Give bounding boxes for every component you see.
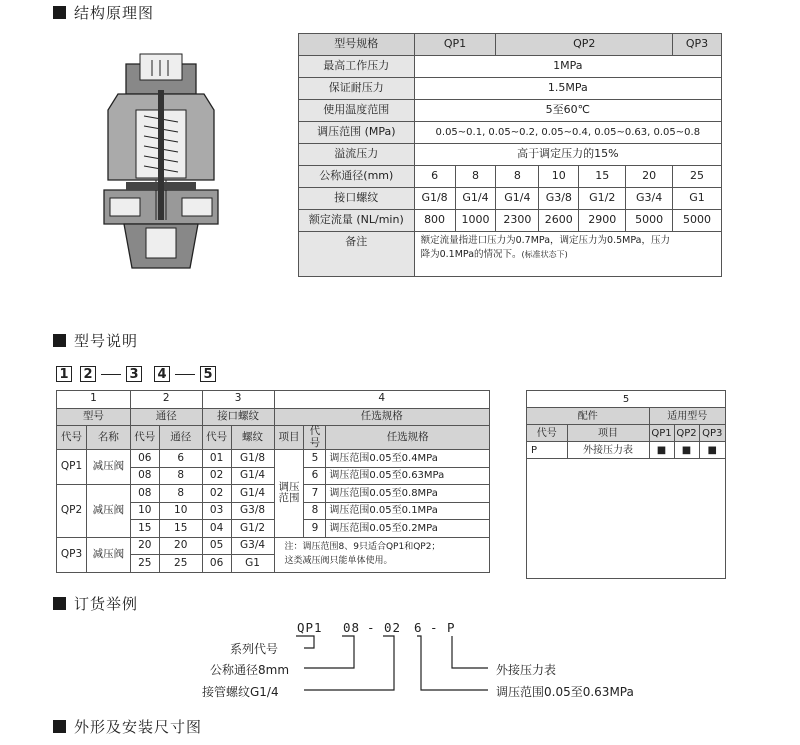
spec-header-qp3: QP3 [673, 34, 722, 56]
spec-cell: G1/2 [579, 188, 626, 210]
spec-cell: G1/4 [455, 188, 496, 210]
num-cell: 2 [130, 391, 202, 409]
spec-cell: 5000 [626, 210, 673, 232]
label-option: 调压范围0.05至0.63MPa [496, 685, 634, 699]
port-code: 04 [202, 520, 231, 538]
group-cell: 型号 [57, 408, 131, 426]
code-box-1: 1 [56, 366, 72, 382]
model-name: 减压阀 [86, 485, 130, 538]
bore-val: 10 [159, 502, 202, 520]
spec-label: 备注 [299, 232, 415, 277]
order-dash: - [367, 620, 376, 635]
group-cell: 任选规格 [274, 408, 490, 426]
label-bore: 公称通径8mm [210, 663, 290, 677]
port-val: G3/8 [231, 502, 274, 520]
spec-label: 额定流量 (NL/min) [299, 210, 415, 232]
option-code: 5 [304, 450, 326, 468]
spec-cell: 10 [539, 166, 579, 188]
model-code: QP2 [57, 485, 87, 538]
group-cell: 接口螺纹 [202, 408, 274, 426]
bore-code: 15 [130, 520, 159, 538]
port-code: 01 [202, 450, 231, 468]
col-cell: QP1 [649, 425, 674, 442]
option-val: 调压范围0.05至0.8MPa [326, 485, 490, 503]
leader-bore [304, 636, 354, 668]
spec-cell: 8 [496, 166, 539, 188]
spec-cell: G3/8 [539, 188, 579, 210]
order-acc: P [447, 620, 456, 635]
col-cell: 项目 [567, 425, 649, 442]
port-code: 06 [202, 555, 231, 573]
option-code: 6 [304, 467, 326, 485]
model-name: 减压阀 [86, 450, 130, 485]
col-cell: 代号 [130, 426, 159, 450]
spec-label: 最高工作压力 [299, 56, 415, 78]
port-val: G1 [231, 555, 274, 573]
col-cell: QP3 [699, 425, 725, 442]
label-series: 系列代号 [230, 642, 279, 656]
spec-cell: 5000 [673, 210, 722, 232]
spec-label: 公称通径(mm) [299, 166, 415, 188]
col-cell: 代号 [527, 425, 567, 442]
accessory-num: 5 [527, 391, 725, 408]
spec-cell: 2600 [539, 210, 579, 232]
spec-note-small: (标准状态下) [521, 250, 568, 260]
accessory-mark: ■ [674, 442, 699, 459]
spec-cell: 15 [579, 166, 626, 188]
leader-acc [452, 636, 488, 668]
spec-cell: G1/4 [496, 188, 539, 210]
bore-val: 20 [159, 537, 202, 555]
bore-code: 06 [130, 450, 159, 468]
order-bore: 08 [343, 620, 361, 635]
spec-cell: G1 [673, 188, 722, 210]
spec-label: 使用温度范围 [299, 100, 415, 122]
code-box-3: 3 [126, 366, 142, 382]
model-name: 减压阀 [86, 537, 130, 572]
option-item: 调压范围 [274, 450, 304, 538]
bore-val: 8 [159, 467, 202, 485]
section-title-outline [53, 716, 202, 737]
order-dash: - [430, 620, 439, 635]
spec-cell: 20 [626, 166, 673, 188]
bore-code: 25 [130, 555, 159, 573]
port-val: G1/4 [231, 467, 274, 485]
option-code: 7 [304, 485, 326, 503]
option-val: 调压范围0.05至0.1MPa [326, 502, 490, 520]
accessory-code: P [527, 442, 567, 459]
order-series: QP1 [297, 620, 323, 635]
col-cell: 任选规格 [326, 426, 490, 450]
option-val: 调压范围0.05至0.63MPa [326, 467, 490, 485]
accessory-mark: ■ [699, 442, 725, 459]
option-code: 8 [304, 502, 326, 520]
col-cell: 代号 [202, 426, 231, 450]
order-port: 02 [384, 620, 402, 635]
bore-code: 10 [130, 502, 159, 520]
spec-label: 调压范围 (MPa) [299, 122, 415, 144]
section-title-text: 结构原理图 [74, 4, 155, 22]
label-port: 接管螺纹G1/4 [202, 685, 279, 699]
port-val: G3/4 [231, 537, 274, 555]
leader-series [296, 636, 314, 648]
model-code: QP3 [57, 537, 87, 572]
spec-cell: 2900 [579, 210, 626, 232]
port-code: 02 [202, 485, 231, 503]
bore-val: 25 [159, 555, 202, 573]
spec-cell: 1000 [455, 210, 496, 232]
code-box-2: 2 [80, 366, 96, 382]
spec-header-qp1: QP1 [414, 34, 496, 56]
spec-cell: 800 [414, 210, 455, 232]
bore-val: 8 [159, 485, 202, 503]
order-option: 6 [414, 620, 423, 635]
spec-cell: G1/8 [414, 188, 455, 210]
port-val: G1/2 [231, 520, 274, 538]
bore-val: 15 [159, 520, 202, 538]
num-cell: 1 [57, 391, 131, 409]
spec-header-qp2: QP2 [496, 34, 673, 56]
bore-code: 08 [130, 485, 159, 503]
spec-label: 溢流压力 [299, 144, 415, 166]
leader-port [304, 636, 394, 690]
col-cell: 螺纹 [231, 426, 274, 450]
spec-label: 接口螺纹 [299, 188, 415, 210]
section-bullet-icon [53, 720, 66, 733]
option-val: 调压范围0.05至0.2MPa [326, 520, 490, 538]
accessory-mark: ■ [649, 442, 674, 459]
section-title-text: 外形及安装尺寸图 [74, 718, 203, 736]
port-val: G1/4 [231, 485, 274, 503]
note-line1: 注：调压范围8、9只适合QP1和QP2； [284, 542, 441, 553]
col-cell: 通径 [159, 426, 202, 450]
option-code: 9 [304, 520, 326, 538]
spec-value: 0.05~0.1, 0.05~0.2, 0.05~0.4, 0.05~0.63, 0.05~0.8 [414, 122, 721, 144]
spec-cell: G3/4 [626, 188, 673, 210]
col-cell: 代号 [304, 426, 326, 450]
bore-code: 20 [130, 537, 159, 555]
port-code: 05 [202, 537, 231, 555]
spec-cell: 2300 [496, 210, 539, 232]
col-cell: QP2 [674, 425, 699, 442]
col-cell: 项目 [274, 426, 304, 450]
section-title-text: 型号说明 [74, 332, 139, 350]
bore-code: 08 [130, 467, 159, 485]
code-box-4: 4 [154, 366, 170, 382]
option-val: 调压范围0.05至0.4MPa [326, 450, 490, 468]
port-code: 03 [202, 502, 231, 520]
spec-value: 高于调定压力的15% [414, 144, 721, 166]
spec-note-line2: 降为0.1MPa的情况下。(标准状态下) [420, 249, 568, 261]
accessory-h2: 适用型号 [649, 408, 725, 425]
spec-note-line1: 额定流量指进口压力为0.7MPa，调定压力为0.5MPa，压力 [420, 235, 670, 246]
port-val: G1/8 [231, 450, 274, 468]
spec-cell: 6 [414, 166, 455, 188]
spec-header-label: 型号规格 [299, 34, 415, 56]
model-code: QP1 [57, 450, 87, 485]
num-cell: 4 [274, 391, 490, 409]
spec-label: 保证耐压力 [299, 78, 415, 100]
col-cell: 名称 [86, 426, 130, 450]
spec-value: 1MPa [414, 56, 721, 78]
spec-value: 5至60℃ [414, 100, 721, 122]
section-title-text: 订货举例 [74, 595, 139, 613]
accessory-h1: 配件 [527, 408, 649, 425]
code-box-5: 5 [200, 366, 216, 382]
note-line2: 这类减压阀只能单体使用。 [284, 555, 393, 566]
accessory-item: 外接压力表 [567, 442, 649, 459]
spec-value: 1.5MPa [414, 78, 721, 100]
label-acc: 外接压力表 [496, 663, 557, 677]
col-cell: 代号 [57, 426, 87, 450]
group-cell: 通径 [130, 408, 202, 426]
bore-val: 6 [159, 450, 202, 468]
port-code: 02 [202, 467, 231, 485]
num-cell: 3 [202, 391, 274, 409]
spec-cell: 25 [673, 166, 722, 188]
spec-cell: 8 [455, 166, 496, 188]
